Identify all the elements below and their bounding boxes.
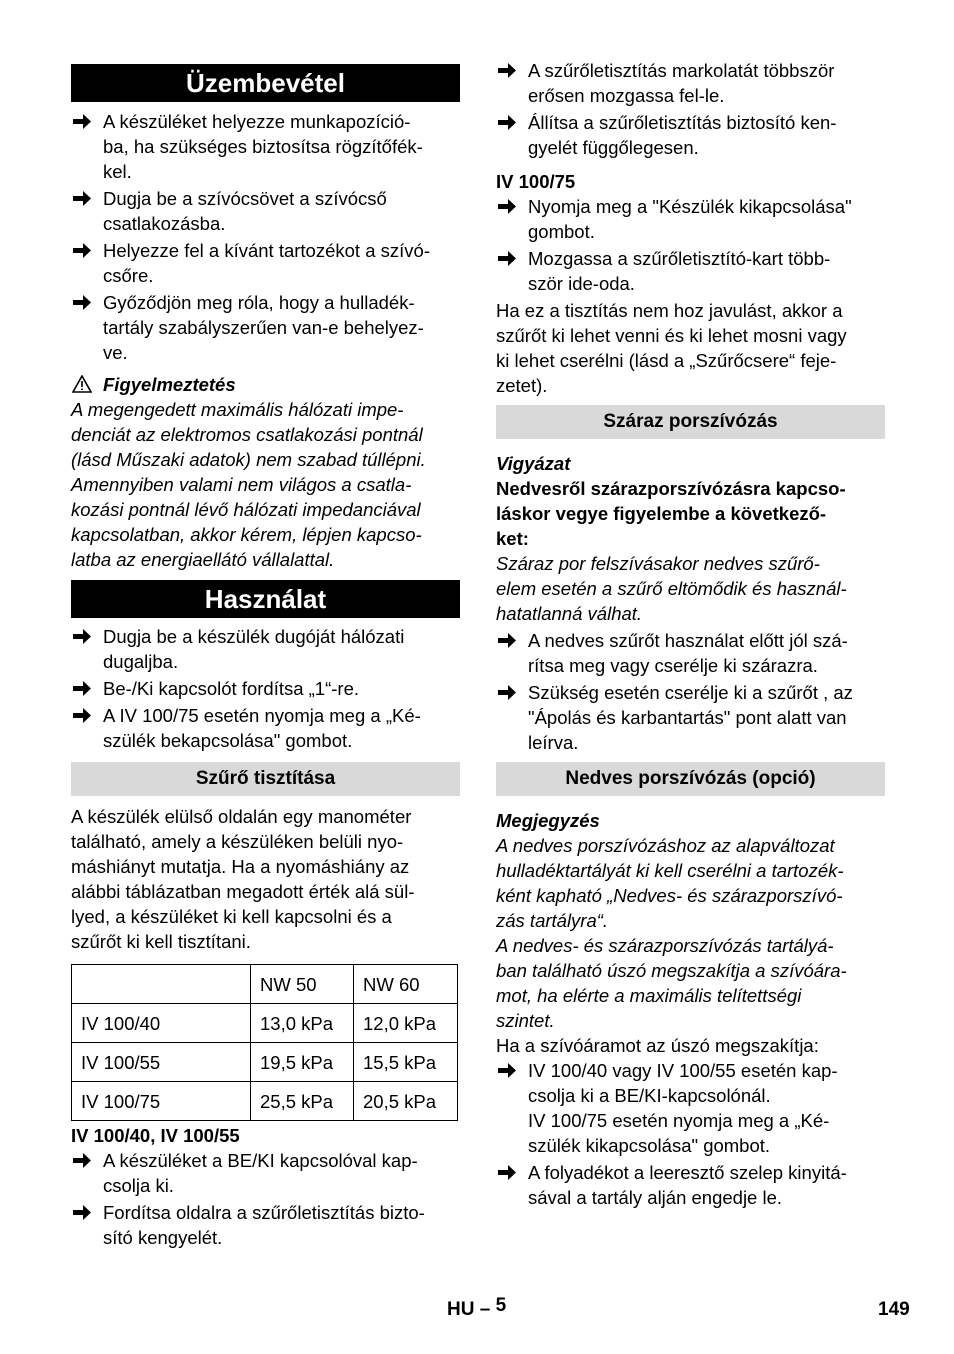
text-line: Száraz por felszívásakor nedves szűrő- bbox=[496, 553, 820, 574]
text-line: található, amely a készüléken belüli nyo- bbox=[71, 831, 404, 852]
text-line: zetet). bbox=[496, 375, 548, 396]
text-line: Dugja be a készülék dugóját hálózati bbox=[103, 626, 405, 647]
text-line: A készülék elülső oldalán egy manométer bbox=[71, 806, 412, 827]
text-line: sító kengyelét. bbox=[103, 1227, 223, 1248]
arrow-icon bbox=[73, 1200, 93, 1220]
text-line: csőre. bbox=[103, 265, 154, 286]
table-cell: IV 100/55 bbox=[72, 1043, 251, 1082]
text-line: A megengedett maximális hálózati impe- bbox=[71, 399, 404, 420]
warning-block bbox=[71, 372, 460, 397]
text-line: kel. bbox=[103, 161, 132, 182]
arrow-icon bbox=[498, 246, 518, 266]
text-line: hulladéktartályát ki kell cserélni a tartozék- bbox=[496, 860, 844, 881]
heading-nedves: Nedves porszívózás (opció) bbox=[496, 762, 885, 796]
list-item bbox=[71, 1148, 460, 1198]
text-line: A szűrőletisztítás markolatát többször bbox=[528, 60, 835, 81]
caution-title: Vigyázat bbox=[496, 453, 571, 474]
note-title: Megjegyzés bbox=[496, 810, 600, 831]
heading-szaraz: Száraz porszívózás bbox=[496, 405, 885, 439]
footer-dash: – bbox=[479, 1299, 491, 1320]
footer-lang-code: HU bbox=[447, 1299, 475, 1320]
arrow-icon bbox=[498, 1058, 518, 1078]
text-line: ket: bbox=[496, 528, 529, 549]
text-line: zás tartályra“. bbox=[496, 910, 609, 931]
warning-title: Figyelmeztetés bbox=[103, 374, 236, 395]
text-line: IV 100/75 esetén nyomja meg a „Ké- bbox=[528, 1110, 830, 1131]
arrow-icon bbox=[498, 58, 518, 78]
arrow-icon bbox=[73, 624, 93, 644]
list-item bbox=[71, 238, 460, 288]
text-line: szűrőt ki kell tisztítani. bbox=[71, 931, 251, 952]
right-column bbox=[496, 58, 885, 1210]
text-line: rítsa meg vagy cserélje ki szárazra. bbox=[528, 655, 818, 676]
table-cell: NW 50 bbox=[251, 965, 354, 1004]
text-line: lyed, a készüléket ki kell kapcsolni és a bbox=[71, 906, 392, 927]
text-line: sával a tartály alján engedje le. bbox=[528, 1187, 783, 1208]
text-line: szintet. bbox=[496, 1010, 555, 1031]
left-column bbox=[71, 64, 460, 1250]
text-line: szülék kikapcsolása" gombot. bbox=[528, 1135, 771, 1156]
list-item bbox=[496, 246, 885, 296]
paragraph bbox=[71, 804, 460, 954]
table-cell bbox=[72, 965, 251, 1004]
text-line: Mozgassa a szűrőletisztító-kart több- bbox=[528, 248, 831, 269]
table-cell: 15,5 kPa bbox=[354, 1043, 458, 1082]
table-cell: 13,0 kPa bbox=[251, 1004, 354, 1043]
warning-text bbox=[71, 397, 460, 572]
text-line: csolja ki. bbox=[103, 1175, 174, 1196]
table-cell: 25,5 kPa bbox=[251, 1082, 354, 1121]
arrow-icon bbox=[73, 676, 93, 696]
arrow-icon bbox=[73, 290, 93, 310]
text-line: elem esetén a szűrő eltömődik és használ- bbox=[496, 578, 847, 599]
text-line: ként kapható „Nedves- és szárazporszívó- bbox=[496, 885, 843, 906]
text-line: máshiányt mutatja. Ha a nyomáshiány az bbox=[71, 856, 410, 877]
paragraph bbox=[496, 298, 885, 398]
table-row bbox=[72, 1082, 458, 1121]
text-line: mot, ha elérte a maximális telítettségi bbox=[496, 985, 802, 1006]
table-cell: IV 100/40 bbox=[72, 1004, 251, 1043]
note-text bbox=[496, 833, 885, 1033]
footer-lang bbox=[447, 1297, 506, 1322]
table-header-row bbox=[72, 965, 458, 1004]
text-line: Be-/Ki kapcsolót fordítsa „1“-re. bbox=[103, 678, 360, 699]
text-line: tartály szabályszerűen van-e behelyez- bbox=[103, 317, 424, 338]
page-number: 149 bbox=[878, 1299, 910, 1320]
text-line: A nedves szűrőt használat előtt jól szá- bbox=[528, 630, 848, 651]
footer-chapter-num: 5 bbox=[495, 1295, 507, 1316]
list-item bbox=[71, 186, 460, 236]
heading-hasznalat: Használat bbox=[71, 580, 460, 618]
text-line: A nedves- és szárazporszívózás tartályá- bbox=[496, 935, 834, 956]
list-item bbox=[71, 1200, 460, 1250]
text-line: denciát az elektromos csatlakozási pontnál bbox=[71, 424, 423, 445]
text-line: ki lehet cserélni (lásd a „Szűrőcsere“ feje- bbox=[496, 350, 837, 371]
list-item bbox=[496, 58, 885, 108]
text-line: csatlakozásba. bbox=[103, 213, 226, 234]
text-line: A folyadékot a leeresztő szelep kinyitá- bbox=[528, 1162, 847, 1183]
arrow-icon bbox=[73, 1148, 93, 1168]
text-line: A nedves porszívózáshoz az alapváltozat bbox=[496, 835, 835, 856]
heading-szuro-tisztitasa: Szűrő tisztítása bbox=[71, 762, 460, 796]
text-line: Fordítsa oldalra a szűrőletisztítás bizto- bbox=[103, 1202, 425, 1223]
list-item bbox=[71, 703, 460, 753]
text-line: dugaljba. bbox=[103, 651, 179, 672]
list-item bbox=[71, 290, 460, 365]
text-line: A IV 100/75 esetén nyomja meg a „Ké- bbox=[103, 705, 421, 726]
list-item bbox=[496, 1058, 885, 1158]
list-item bbox=[496, 110, 885, 160]
text-line: A készüléket a BE/KI kapcsolóval kap- bbox=[103, 1150, 418, 1171]
table-row bbox=[72, 1043, 458, 1082]
table-cell: NW 60 bbox=[354, 965, 458, 1004]
table-cell: 12,0 kPa bbox=[354, 1004, 458, 1043]
text-line: láskor vegye figyelembe a következő- bbox=[496, 503, 827, 524]
text-line: ve. bbox=[103, 342, 128, 363]
text-line: Amennyiben valami nem világos a csatla- bbox=[71, 474, 412, 495]
text-line: (lásd Műszaki adatok) nem szabad túllépni. bbox=[71, 449, 426, 470]
text-line: latba az energiaellátó vállalattal. bbox=[71, 549, 335, 570]
text-line: "Ápolás és karbantartás" pont alatt van bbox=[528, 707, 847, 728]
text-line: csolja ki a BE/KI-kapcsolónál. bbox=[528, 1085, 771, 1106]
text-line: gyelét függőlegesen. bbox=[528, 137, 699, 158]
arrow-icon bbox=[498, 628, 518, 648]
paragraph: Ha a szívóáramot az úszó megszakítja: bbox=[496, 1035, 819, 1056]
text-line: A készüléket helyezze munkapozíció- bbox=[103, 111, 411, 132]
arrow-icon bbox=[498, 110, 518, 130]
pressure-table bbox=[71, 964, 458, 1121]
text-line: Dugja be a szívócsövet a szívócső bbox=[103, 188, 387, 209]
text-line: gombot. bbox=[528, 221, 595, 242]
text-line: erősen mozgassa fel-le. bbox=[528, 85, 725, 106]
text-line: Szükség esetén cserélje ki a szűrőt , az bbox=[528, 682, 853, 703]
text-line: szűrőt ki lehet venni és ki lehet mosni vagy bbox=[496, 325, 847, 346]
text-line: Nedvesről szárazporszívózásra kapcso- bbox=[496, 478, 846, 499]
arrow-icon bbox=[73, 186, 93, 206]
table-cell: 20,5 kPa bbox=[354, 1082, 458, 1121]
table-cell: 19,5 kPa bbox=[251, 1043, 354, 1082]
heading-uzembevetel: Üzembevétel bbox=[71, 64, 460, 102]
subheading: IV 100/40, IV 100/55 bbox=[71, 1125, 240, 1146]
text-line: IV 100/40 vagy IV 100/55 esetén kap- bbox=[528, 1060, 838, 1081]
list-item bbox=[496, 194, 885, 244]
caution-bold-text bbox=[496, 476, 885, 551]
table-row bbox=[72, 1004, 458, 1043]
warning-triangle-icon bbox=[72, 374, 92, 399]
text-line: ször ide-oda. bbox=[528, 273, 635, 294]
text-line: Nyomja meg a "Készülék kikapcsolása" bbox=[528, 196, 852, 217]
arrow-icon bbox=[498, 680, 518, 700]
arrow-icon bbox=[498, 1160, 518, 1180]
text-line: hatatlanná válhat. bbox=[496, 603, 643, 624]
arrow-icon bbox=[73, 238, 93, 258]
list-item bbox=[71, 624, 460, 674]
text-line: kozási pontnál lévő hálózati impedanciával bbox=[71, 499, 421, 520]
arrow-icon bbox=[498, 194, 518, 214]
arrow-icon bbox=[73, 109, 93, 129]
text-line: Győződjön meg róla, hogy a hulladék- bbox=[103, 292, 415, 313]
text-line: ban található úszó megszakítja a szívóára- bbox=[496, 960, 847, 981]
text-line: Állítsa a szűrőletisztítás biztosító ken- bbox=[528, 112, 837, 133]
text-line: leírva. bbox=[528, 732, 579, 753]
table-cell: IV 100/75 bbox=[72, 1082, 251, 1121]
list-item bbox=[496, 628, 885, 678]
text-line: Ha ez a tisztítás nem hoz javulást, akkor a bbox=[496, 300, 843, 321]
list-item bbox=[496, 1160, 885, 1210]
text-line: Helyezze fel a kívánt tartozékot a szívó- bbox=[103, 240, 430, 261]
list-item bbox=[496, 680, 885, 755]
text-line: ba, ha szükséges biztosítsa rögzítőfék- bbox=[103, 136, 423, 157]
caution-text bbox=[496, 551, 885, 626]
arrow-icon bbox=[73, 703, 93, 723]
list-item bbox=[71, 109, 460, 184]
text-line: szülék bekapcsolása" gombot. bbox=[103, 730, 353, 751]
list-item bbox=[71, 676, 460, 701]
text-line: kapcsolatban, akkor kérem, lépjen kapcso- bbox=[71, 524, 422, 545]
text-line: alábbi táblázatban megadott érték alá sül- bbox=[71, 881, 415, 902]
subheading: IV 100/75 bbox=[496, 171, 576, 192]
